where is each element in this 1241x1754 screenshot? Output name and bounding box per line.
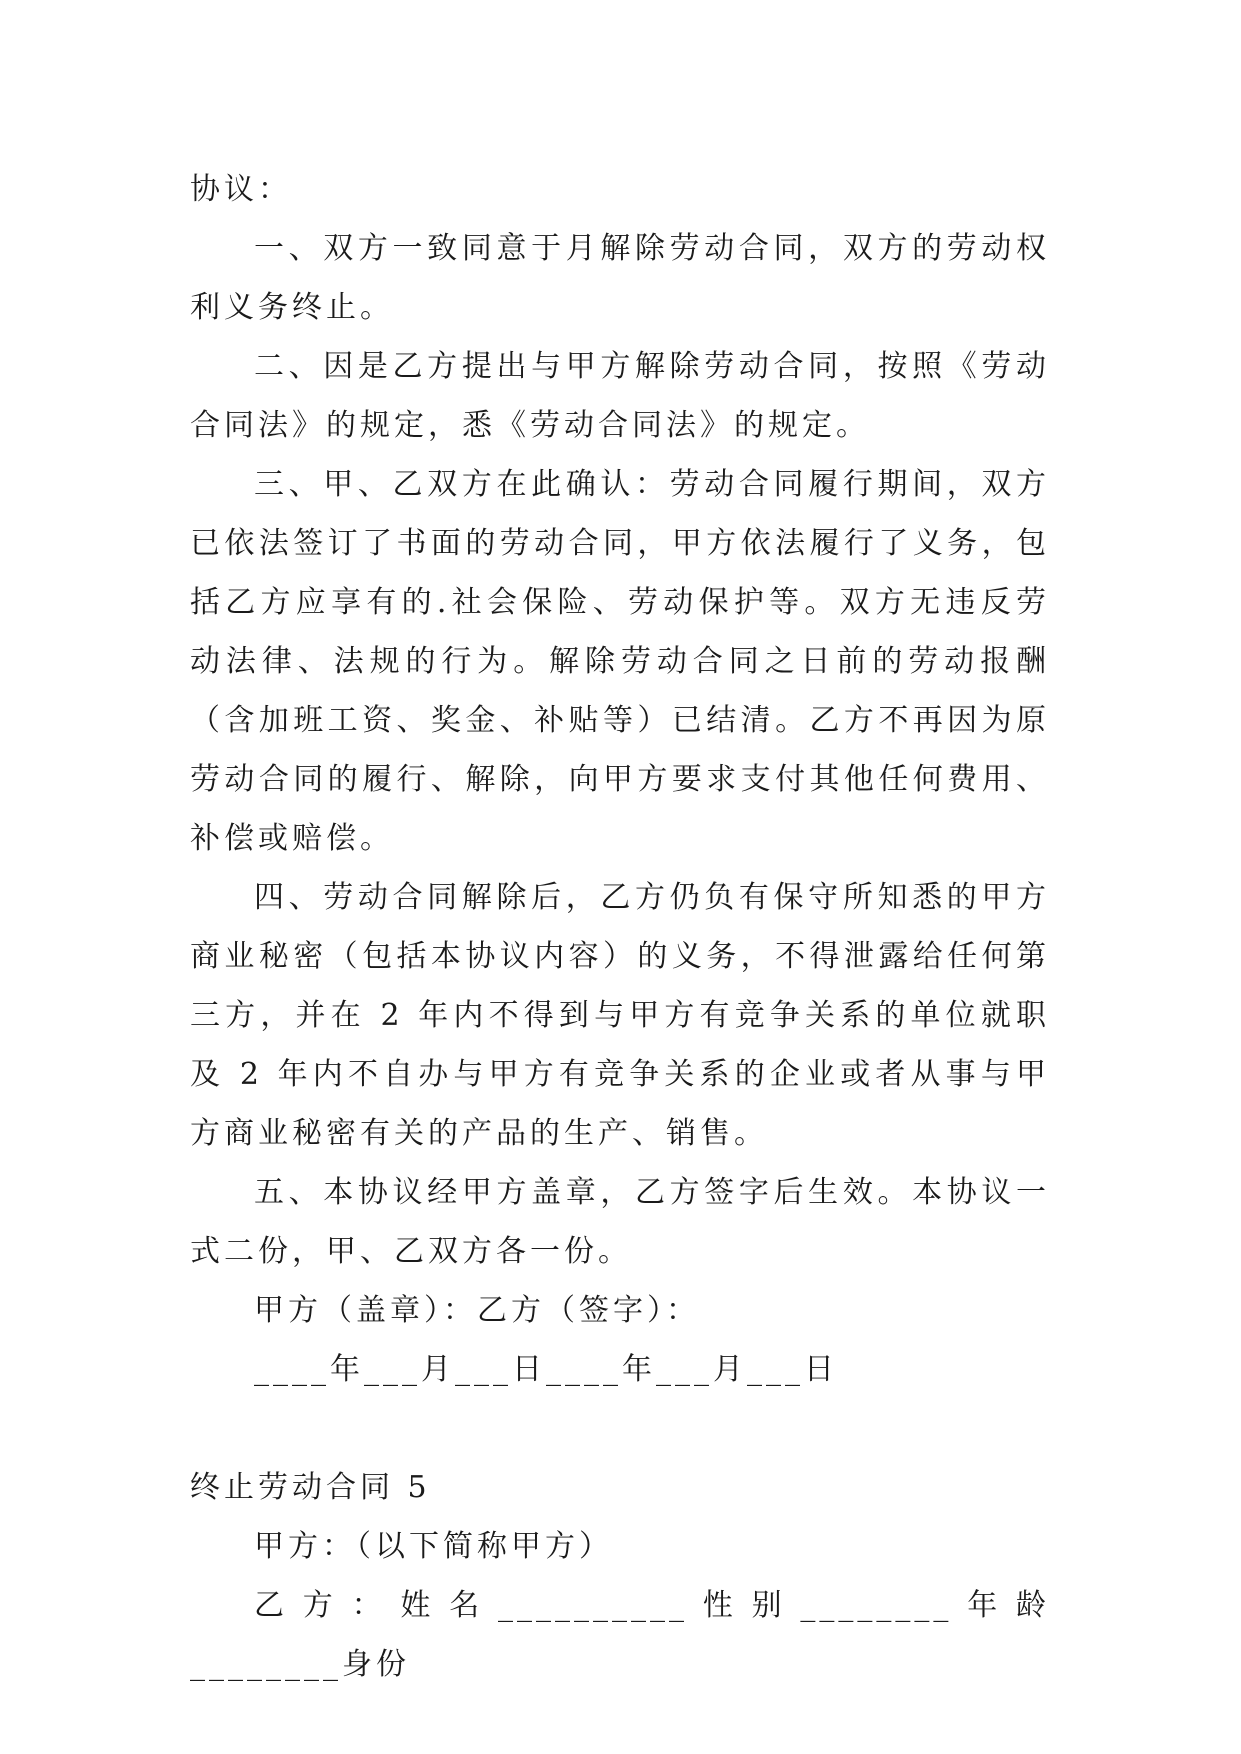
agreement-heading: 协议： xyxy=(190,172,292,207)
date-line: ____年___月___日____年___月___日 xyxy=(254,1352,838,1387)
clause-1: 一、双方一致同意于月解除劳动合同，双方的劳动权利义务终止。 xyxy=(190,231,1050,325)
section-title: 终止劳动合同 5 xyxy=(190,1470,431,1505)
party-b-line: 乙方：姓名__________性别________年龄________身份 xyxy=(190,1588,1050,1682)
clause-3: 三、甲、乙双方在此确认：劳动合同履行期间，双方已依法签订了书面的劳动合同，甲方依法履行了义务，包括乙方应享有的.社会保险、劳动保护等。双方无违反劳动法律、法规的行为。解除劳动合同之日前的劳动报酬（含加班工资、奖金、补贴等）已结清。乙方不再因为原劳动合同的履行、解除，向甲方要求支付其他任何费用、补偿或赔偿。 xyxy=(190,467,1050,856)
clause-2: 二、因是乙方提出与甲方解除劳动合同，按照《劳动合同法》的规定，悉《劳动合同法》的规定。 xyxy=(190,349,1050,443)
document-body xyxy=(190,160,1050,1694)
party-a-line: 甲方：（以下简称甲方） xyxy=(254,1529,613,1564)
signature-line: 甲方（盖章）：乙方（签字）： xyxy=(254,1293,700,1328)
clause-5: 五、本协议经甲方盖章，乙方签字后生效。本协议一式二份，甲、乙双方各一份。 xyxy=(190,1175,1050,1269)
clause-4: 四、劳动合同解除后，乙方仍负有保守所知悉的甲方商业秘密（包括本协议内容）的义务，不得泄露给任何第三方，并在 2 年内不得到与甲方有竞争关系的单位就职及 2 年内不自办与甲方有竞争关系的企业或者从事与甲方商业秘密有关的产品的生产、销售。 xyxy=(190,880,1050,1151)
